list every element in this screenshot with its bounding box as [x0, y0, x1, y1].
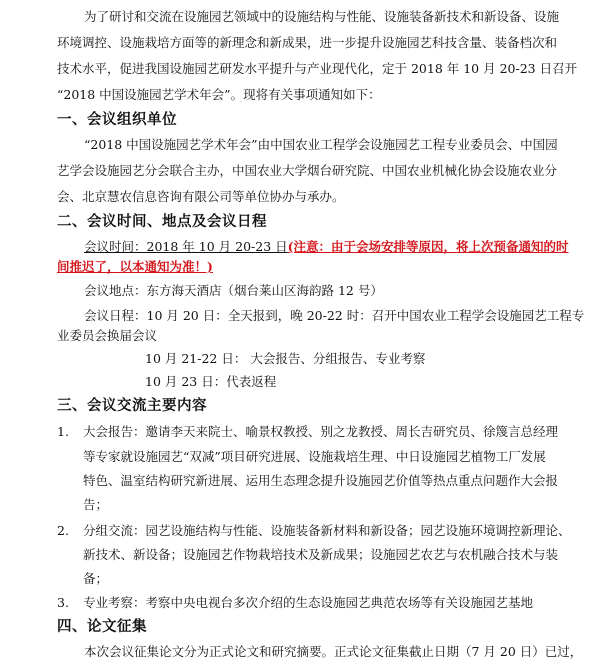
intro-line-2: 环境调控、设施栽培方面等的新理念和新成果，进一步提升设施园艺科技含量、装备档次和 [57, 35, 558, 50]
list-item-number: 2. [57, 523, 69, 538]
meeting-time [84, 238, 569, 256]
list-item-number: 3. [57, 595, 69, 610]
meeting-time-notice: (注意：由于会场安排等原因，将上次预备通知的时 [287, 239, 569, 254]
section-1-line-3: 会、北京慧农信息咨询有限公司等单位协办与承办。 [57, 189, 345, 204]
schedule-line-3: 10 月 21-22 日： 大会报告、分组报告、专业考察 [145, 351, 426, 366]
schedule-line-2: 业委员会换届会议 [57, 328, 158, 343]
section-4-line-1: 本次会议征集论文分为正式论文和研究摘要。正式论文征集截止日期（7 月 20 日）已过， [84, 644, 583, 659]
section-1-heading: 一、会议组织单位 [57, 112, 177, 128]
schedule-line-1: 会议日程：10 月 20 日：全天报到，晚 20-22 时：召开中国农业工程学会设施园艺工程专 [84, 308, 585, 323]
meeting-time-notice-cont: 间推迟了，以本通知为准！) [57, 259, 213, 274]
section-3-heading: 三、会议交流主要内容 [57, 398, 207, 414]
list-item-1-line-4: 告； [83, 497, 109, 512]
list-item-2-line-3: 备； [83, 571, 109, 586]
schedule-line-4: 10 月 23 日：代表返程 [145, 374, 277, 389]
list-item-1-line-3: 特色、温室结构研究新进展、运用生态理念提升设施园艺价值等热点重点问题作大会报 [83, 473, 559, 488]
list-item-number: 1. [57, 424, 69, 439]
intro-line-3: 技术水平，促进我国设施园艺研发水平提升与产业现代化，定于 2018 年 10 月 20-23 日召开 [57, 61, 578, 76]
meeting-time-label: 会议时间：2018 年 10 月 20-23 日 [84, 239, 288, 254]
section-1-line-1: “2018 中国设施园艺学术年会”由中国农业工程学会设施园艺工程专业委员会、中国园 [84, 137, 558, 152]
section-4-heading: 四、论文征集 [57, 619, 147, 635]
section-2-heading: 二、会议时间、地点及会议日程 [57, 214, 267, 230]
list-item-2-line-1: 2. 分组交流：园艺设施结构与性能、设施装备新材料和新设备；园艺设施环境调控新理论、 [57, 523, 571, 538]
intro-line-4: “2018 中国设施园艺学术年会”。现将有关事项通知如下： [57, 87, 381, 102]
list-item-2-line-2: 新技术、新设备；设施园艺作物栽培技术及新成果；设施园艺农艺与农机融合技术与装 [83, 547, 559, 562]
list-item-1-line-2: 等专家就设施园艺“双减”项目研究进展、设施栽培生理、中日设施园艺植物工厂发展 [83, 449, 546, 464]
intro-line-1: 为了研讨和交流在设施园艺领域中的设施结构与性能、设施装备新技术和新设备、设施 [84, 9, 560, 24]
list-item-3-line-1: 3. 专业考察：考察中央电视台多次介绍的生态设施园艺典范农场等有关设施园艺基地 [57, 595, 534, 610]
section-1-line-2: 艺学会设施园艺分会联合主办，中国农业大学烟台研究院、中国农业机械化协会设施农业分 [57, 163, 558, 178]
list-item-1-line-1: 1. 大会报告：邀请李天来院士、喻景权教授、别之龙教授、周长吉研究员、徐篾言总经理 [57, 424, 559, 439]
meeting-venue: 会议地点：东方海天酒店（烟台莱山区海韵路 12 号） [84, 283, 383, 298]
